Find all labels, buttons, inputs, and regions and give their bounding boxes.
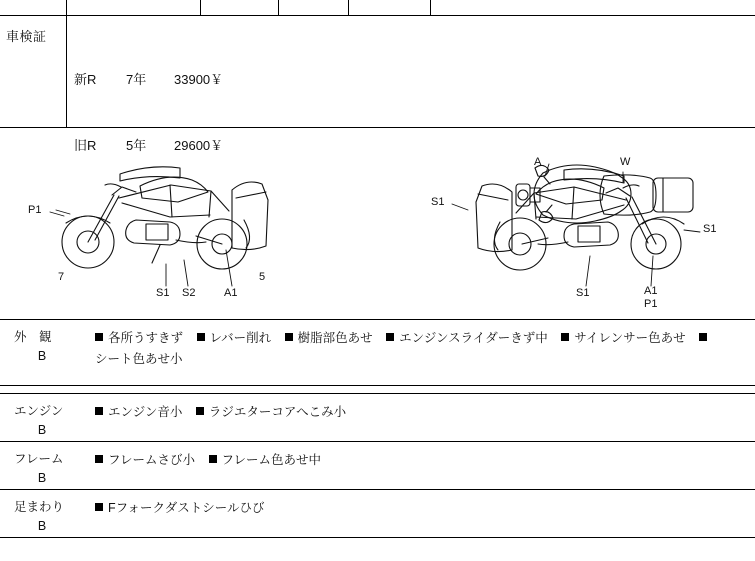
condition-grade: B [37, 471, 47, 485]
inspection-years: 7年 [126, 72, 147, 87]
condition-items [95, 402, 751, 423]
condition-item-line [95, 450, 751, 471]
square-bullet-icon [285, 333, 293, 341]
condition-item: サイレンサー色あせ [574, 331, 686, 345]
condition-item: エンジン音小 [108, 405, 183, 419]
label-a-right: A [534, 156, 542, 168]
label-a1-left: A1 [224, 287, 238, 299]
condition-category [14, 450, 70, 488]
condition-item: レバー削れ [209, 331, 272, 345]
square-bullet-icon [386, 333, 394, 341]
top-view-motorcycle [516, 165, 693, 223]
inspection-line [74, 69, 223, 91]
condition-category-label: 足まわり [14, 500, 65, 514]
square-bullet-icon [95, 407, 103, 415]
inspection-fee: 33900￥ [174, 72, 224, 87]
row-divider [66, 16, 67, 128]
condition-category-label: 外 観 [14, 330, 52, 344]
damage-diagram [0, 128, 755, 320]
label-s1-left: S1 [156, 287, 170, 299]
square-bullet-icon [95, 455, 103, 463]
table-divider [66, 0, 67, 16]
table-divider [278, 0, 279, 16]
motorcycle-diagrams [0, 128, 755, 320]
table-divider [430, 0, 431, 16]
inspection-label: 車検証 [6, 29, 47, 44]
inspection-fee: 29600￥ [174, 138, 224, 153]
label-s1-lower-right: S1 [576, 287, 590, 299]
table-divider [348, 0, 349, 16]
inspection-row [0, 16, 755, 153]
label-a1-right: A1 [644, 285, 658, 297]
label-w: W [620, 156, 631, 168]
label-s2-left: S2 [182, 287, 196, 299]
condition-item: Fフォークダストシールひび [108, 501, 265, 515]
condition-items [95, 328, 751, 370]
condition-item: ラジエターコアへこみ小 [208, 405, 347, 419]
condition-category-label: フレーム [14, 452, 64, 466]
square-bullet-icon [561, 333, 569, 341]
square-bullet-icon [95, 503, 103, 511]
condition-category [14, 498, 70, 536]
label-5: 5 [259, 271, 266, 283]
condition-item: 樹脂部色あせ [297, 331, 373, 345]
label-7: 7 [58, 271, 65, 283]
condition-row-exterior [0, 320, 755, 386]
condition-item: エンジンスライダーきず中 [399, 331, 548, 345]
condition-item: シート色あせ小 [95, 352, 183, 366]
condition-item-line [95, 498, 751, 519]
top-table-strip [0, 0, 755, 16]
label-s1-rear-right: S1 [703, 223, 717, 235]
condition-item: 各所うすきず [108, 331, 184, 345]
label-p1-left: P1 [28, 204, 42, 216]
square-bullet-icon [196, 407, 204, 415]
condition-grade: B [37, 423, 47, 437]
condition-category [14, 402, 70, 440]
condition-row-frame [0, 442, 755, 490]
condition-item-line [95, 328, 751, 349]
label-p1-right: P1 [644, 298, 658, 310]
inspection-type: 旧R [74, 138, 97, 153]
inspection-years: 5年 [126, 138, 147, 153]
label-s1-pannier-right: S1 [431, 196, 445, 208]
condition-item-line [95, 402, 751, 423]
condition-grade: B [37, 349, 47, 363]
condition-items [95, 450, 751, 471]
condition-category-label: エンジン [14, 404, 64, 418]
condition-items [95, 498, 751, 519]
condition-row-suspension [0, 490, 755, 538]
condition-item-line [95, 349, 751, 370]
condition-item: フレーム色あせ中 [221, 453, 322, 467]
condition-category [14, 328, 70, 366]
square-bullet-icon [209, 455, 217, 463]
row-spacer [0, 386, 755, 394]
square-bullet-icon [197, 333, 205, 341]
condition-item: フレームさび小 [108, 453, 196, 467]
condition-row-engine [0, 394, 755, 442]
left-side-view-motorcycle [62, 167, 268, 269]
square-bullet-icon [699, 333, 707, 341]
square-bullet-icon [95, 333, 103, 341]
inspection-type: 新R [74, 72, 97, 87]
table-divider [200, 0, 201, 16]
condition-grade: B [37, 519, 47, 533]
